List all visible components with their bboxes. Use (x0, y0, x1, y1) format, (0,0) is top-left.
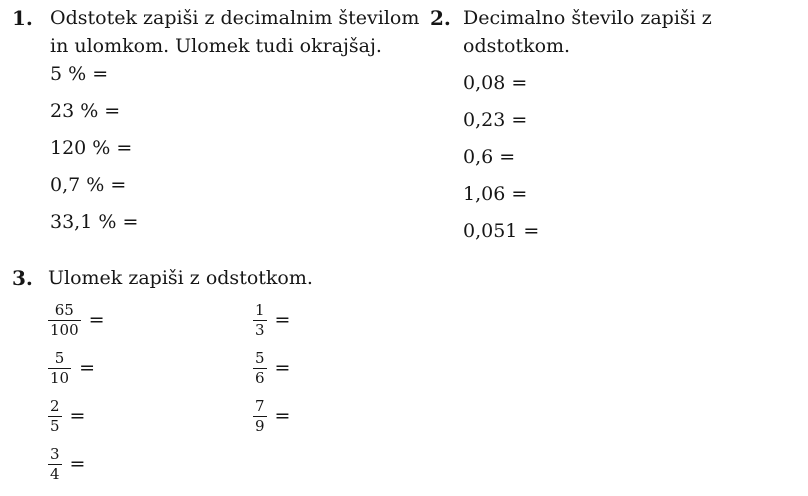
equals-sign: = (274, 404, 291, 427)
exercise-line: 0,051 = (463, 220, 540, 242)
fraction-numerator: 5 (255, 348, 265, 367)
task-3-instruction-line-1: Ulomek zapiši z odstotkom. (48, 267, 313, 289)
fraction-exercise (48, 302, 253, 338)
task-2-instruction-line-1: Decimalno število zapiši z odstotkom. (463, 7, 712, 57)
exercise-line: 33,1 % = (50, 211, 139, 233)
equals-sign: = (69, 404, 86, 427)
task-3-instruction (48, 264, 432, 292)
exercise-line: 0,08 = (463, 72, 528, 94)
fraction-exercise (48, 350, 253, 386)
task-3-body (48, 264, 432, 494)
fraction (48, 446, 62, 483)
fraction (48, 350, 71, 387)
fraction-numerator: 5 (48, 350, 71, 369)
fraction-denominator: 9 (255, 416, 265, 435)
task-1-exercise-list (50, 64, 422, 233)
equals-sign: = (69, 452, 86, 475)
fraction-exercise (253, 302, 432, 338)
task-3-number: 3. (12, 266, 33, 290)
fraction-denominator: 3 (255, 320, 265, 339)
fraction-numerator: 1 (255, 300, 265, 319)
fraction (253, 398, 267, 435)
fraction-denominator: 6 (255, 368, 265, 387)
task-1-instruction (50, 4, 422, 60)
fraction-denominator: 4 (50, 464, 60, 483)
exercise-line: 5 % = (50, 63, 109, 85)
fraction-exercise (253, 398, 432, 434)
task-3 (12, 264, 432, 494)
task-2-body (463, 4, 802, 242)
equals-sign: = (79, 356, 96, 379)
fraction-numerator: 2 (50, 396, 60, 415)
fraction (253, 302, 267, 339)
fraction-numerator: 3 (50, 444, 60, 463)
fraction-denominator: 100 (50, 320, 79, 339)
task-1-instruction-line-1: Odstotek zapiši z decimalnim številom (50, 7, 420, 29)
task-2-number: 2. (430, 6, 451, 30)
task-1-instruction-line-2: in ulomkom. Ulomek tudi okrajšaj. (50, 35, 382, 57)
fraction-exercise (48, 446, 253, 482)
fraction-column-2 (253, 302, 432, 494)
exercise-line: 1,06 = (463, 183, 528, 205)
fraction-denominator: 10 (50, 368, 70, 387)
task-1-body (50, 4, 422, 233)
exercise-line: 120 % = (50, 137, 133, 159)
fraction-numerator: 7 (255, 396, 265, 415)
task-2 (430, 4, 802, 242)
exercise-line: 23 % = (50, 100, 121, 122)
fraction (253, 350, 267, 387)
fraction-denominator: 5 (50, 416, 60, 435)
fraction (48, 302, 81, 339)
equals-sign: = (88, 308, 105, 331)
fraction-exercise (253, 350, 432, 386)
exercise-line: 0,6 = (463, 146, 516, 168)
task-1 (12, 4, 422, 233)
fraction (48, 398, 62, 435)
equals-sign: = (274, 356, 291, 379)
task-2-exercise-list (463, 73, 802, 242)
fraction-exercise (48, 398, 253, 434)
exercise-line: 0,23 = (463, 109, 528, 131)
exercise-line: 0,7 % = (50, 174, 127, 196)
task-2-instruction (463, 4, 802, 60)
equals-sign: = (274, 308, 291, 331)
fraction-numerator: 65 (48, 302, 81, 321)
task-3-fraction-area (48, 302, 432, 494)
task-1-number: 1. (12, 6, 33, 30)
fraction-column-1 (48, 302, 253, 494)
